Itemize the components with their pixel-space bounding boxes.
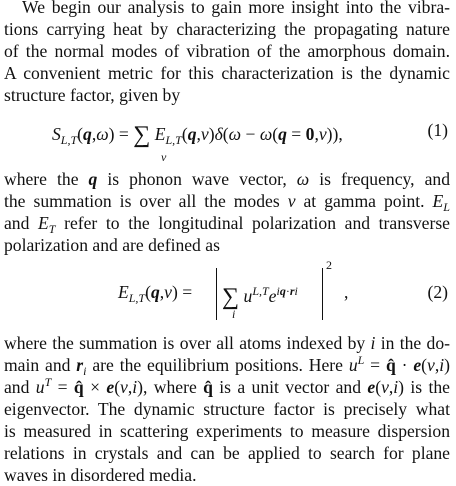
para1-line-5: structure factor, given by (4, 85, 181, 105)
eq1-sum-index: ν (161, 150, 167, 164)
eq2-comma: , (344, 282, 349, 302)
para3-line-3: and $u^T$ = q̂ × e(ν,i), where q̂ is a unit vector and e(ν,i) is the (4, 375, 450, 397)
para3-line-4: eigenvector. The dynamic structure factor is precisely what (4, 399, 450, 419)
para1-line-2: tions carrying heat by characterizing the propagating nature (4, 19, 450, 39)
para2-line-1: where the q is phonon wave vector, ω is frequency, and (4, 169, 450, 189)
eq2-sum-index: i (232, 307, 236, 321)
para2-line-4: polarization and are defined as (4, 235, 220, 255)
para3-line-1: where the summation is over all atoms indexed by i in the do- (4, 333, 450, 353)
para3-line-6: relations in crystals and can be applied to search for plane (4, 443, 450, 463)
para1-line-3: of the normal modes of vibration of the amorphous domain. (4, 41, 450, 61)
eq2-right-bar (322, 268, 323, 320)
equation-2: $E_{L,T}(q,\nu)$ = (118, 282, 193, 305)
para3-line-7: waves in disordered media. (4, 465, 197, 485)
para2-line-2: the summation is over all the modes ν at gamma point. $E_L$ (4, 191, 450, 214)
para1-line-4: A convenient metric for this characterization is the dynamic (4, 63, 450, 83)
para3-line-2: main and $r_i$ are the equilibrium positions. Here $u^L$ = q̂ · e(ν,i) (4, 353, 450, 378)
eq2-power: 2 (326, 258, 332, 272)
eq2-left-bar (216, 268, 217, 320)
eq2-number: (2) (427, 282, 448, 302)
equation-1: $S_{L,T}(q,\omega)$ = ∑ $E_{L,T}(q,\nu)\delta(\omega - \omega(q = 0,\nu))$, (52, 122, 343, 148)
para1-line-1: We begin our analysis to gain more insight into the vibra- (22, 0, 450, 17)
eq1-number: (1) (427, 120, 448, 140)
para3-line-5: is measured in scattering experiments to measure dispersion (4, 421, 450, 441)
eq2-sum-body: ∑ $u^{L,T}e^{iq\cdot ri}$ (222, 284, 298, 310)
para2-line-3: and $E_T$ refer to the longitudinal polarization and transverse (4, 213, 450, 236)
